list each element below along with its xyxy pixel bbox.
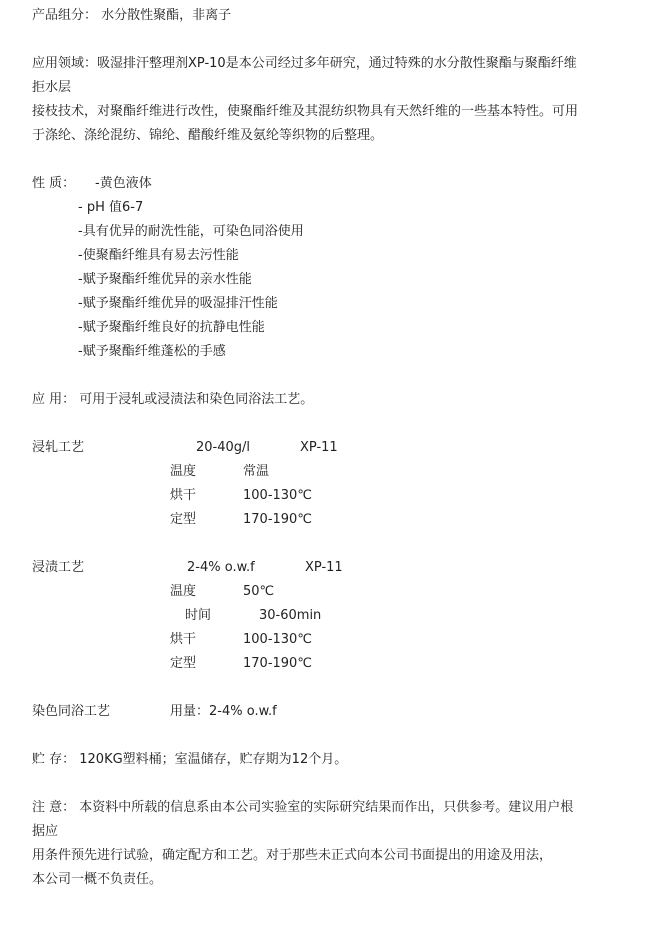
product-composition: 产品组分： 水分散性聚酯，非离子 xyxy=(32,8,232,23)
property-item: -赋予聚酯纤维优异的吸湿排汗性能 xyxy=(78,296,278,311)
notice-line-2: 据应 xyxy=(32,824,59,839)
usage: 应 用： 可用于浸轧或浸渍法和染色同浴法工艺。 xyxy=(32,392,314,407)
dipping-param-name: 时间 xyxy=(185,608,212,623)
properties-label: 性 质： xyxy=(32,176,76,191)
property-item: -赋予聚酯纤维良好的抗静电性能 xyxy=(78,320,265,335)
dipping-process-dosage: 2-4% o.w.f xyxy=(187,560,255,575)
dipping-param-name: 烘干 xyxy=(170,632,197,647)
application-field-line-4: 于涤纶、涤纶混纺、锦纶、醋酸纤维及氨纶等织物的后整理。 xyxy=(32,128,384,143)
dipping-param-value: 100-130℃ xyxy=(243,632,312,647)
padding-process-product: XP-11 xyxy=(300,440,338,455)
dipping-param-name: 温度 xyxy=(170,584,197,599)
property-item: - pH 值6-7 xyxy=(78,200,144,215)
dipping-param-name: 定型 xyxy=(170,656,197,671)
dyeing-bath-dosage: 用量：2-4% o.w.f xyxy=(170,704,277,719)
application-field-line-1: 应用领域：吸湿排汗整理剂XP-10是本公司经过多年研究，通过特殊的水分散性聚酯与聚酯纤维 xyxy=(32,56,577,71)
padding-param-name: 定型 xyxy=(170,512,197,527)
padding-param-name: 温度 xyxy=(170,464,197,479)
dipping-process-product: XP-11 xyxy=(305,560,343,575)
property-item: -黄色液体 xyxy=(95,176,152,191)
application-field-line-3: 接枝技术，对聚酯纤维进行改性，使聚酯纤维及其混纺织物具有天然纤维的一些基本特性。可用 xyxy=(32,104,579,119)
padding-param-value: 100-130℃ xyxy=(243,488,312,503)
dipping-param-value: 30-60min xyxy=(259,608,322,623)
property-item: -使聚酯纤维具有易去污性能 xyxy=(78,248,239,263)
padding-param-value: 常温 xyxy=(243,464,270,479)
notice-line-4: 本公司一概不负责任。 xyxy=(32,872,163,887)
dipping-param-value: 170-190℃ xyxy=(243,656,312,671)
property-item: -赋予聚酯纤维蓬松的手感 xyxy=(78,344,226,359)
property-item: -具有优异的耐洗性能，可染色同浴使用 xyxy=(78,224,304,239)
padding-process-title: 浸轧工艺 xyxy=(32,440,85,455)
padding-param-name: 烘干 xyxy=(170,488,197,503)
dyeing-bath-title: 染色同浴工艺 xyxy=(32,704,111,719)
property-item: -赋予聚酯纤维优异的亲水性能 xyxy=(78,272,252,287)
padding-process-dosage: 20-40g/l xyxy=(196,440,251,455)
notice-line-3: 用条件预先进行试验，确定配方和工艺。对于那些未正式向本公司书面提出的用途及用法， xyxy=(32,848,553,863)
storage: 贮 存： 120KG塑料桶；室温储存，贮存期为12个月。 xyxy=(32,752,348,767)
application-field-line-2: 拒水层 xyxy=(32,80,72,95)
dipping-param-value: 50℃ xyxy=(243,584,275,599)
notice-line-1: 注 意： 本资料中所载的信息系由本公司实验室的实际研究结果而作出，只供参考。建议用户根 xyxy=(32,800,574,815)
dipping-process-title: 浸渍工艺 xyxy=(32,560,85,575)
padding-param-value: 170-190℃ xyxy=(243,512,312,527)
